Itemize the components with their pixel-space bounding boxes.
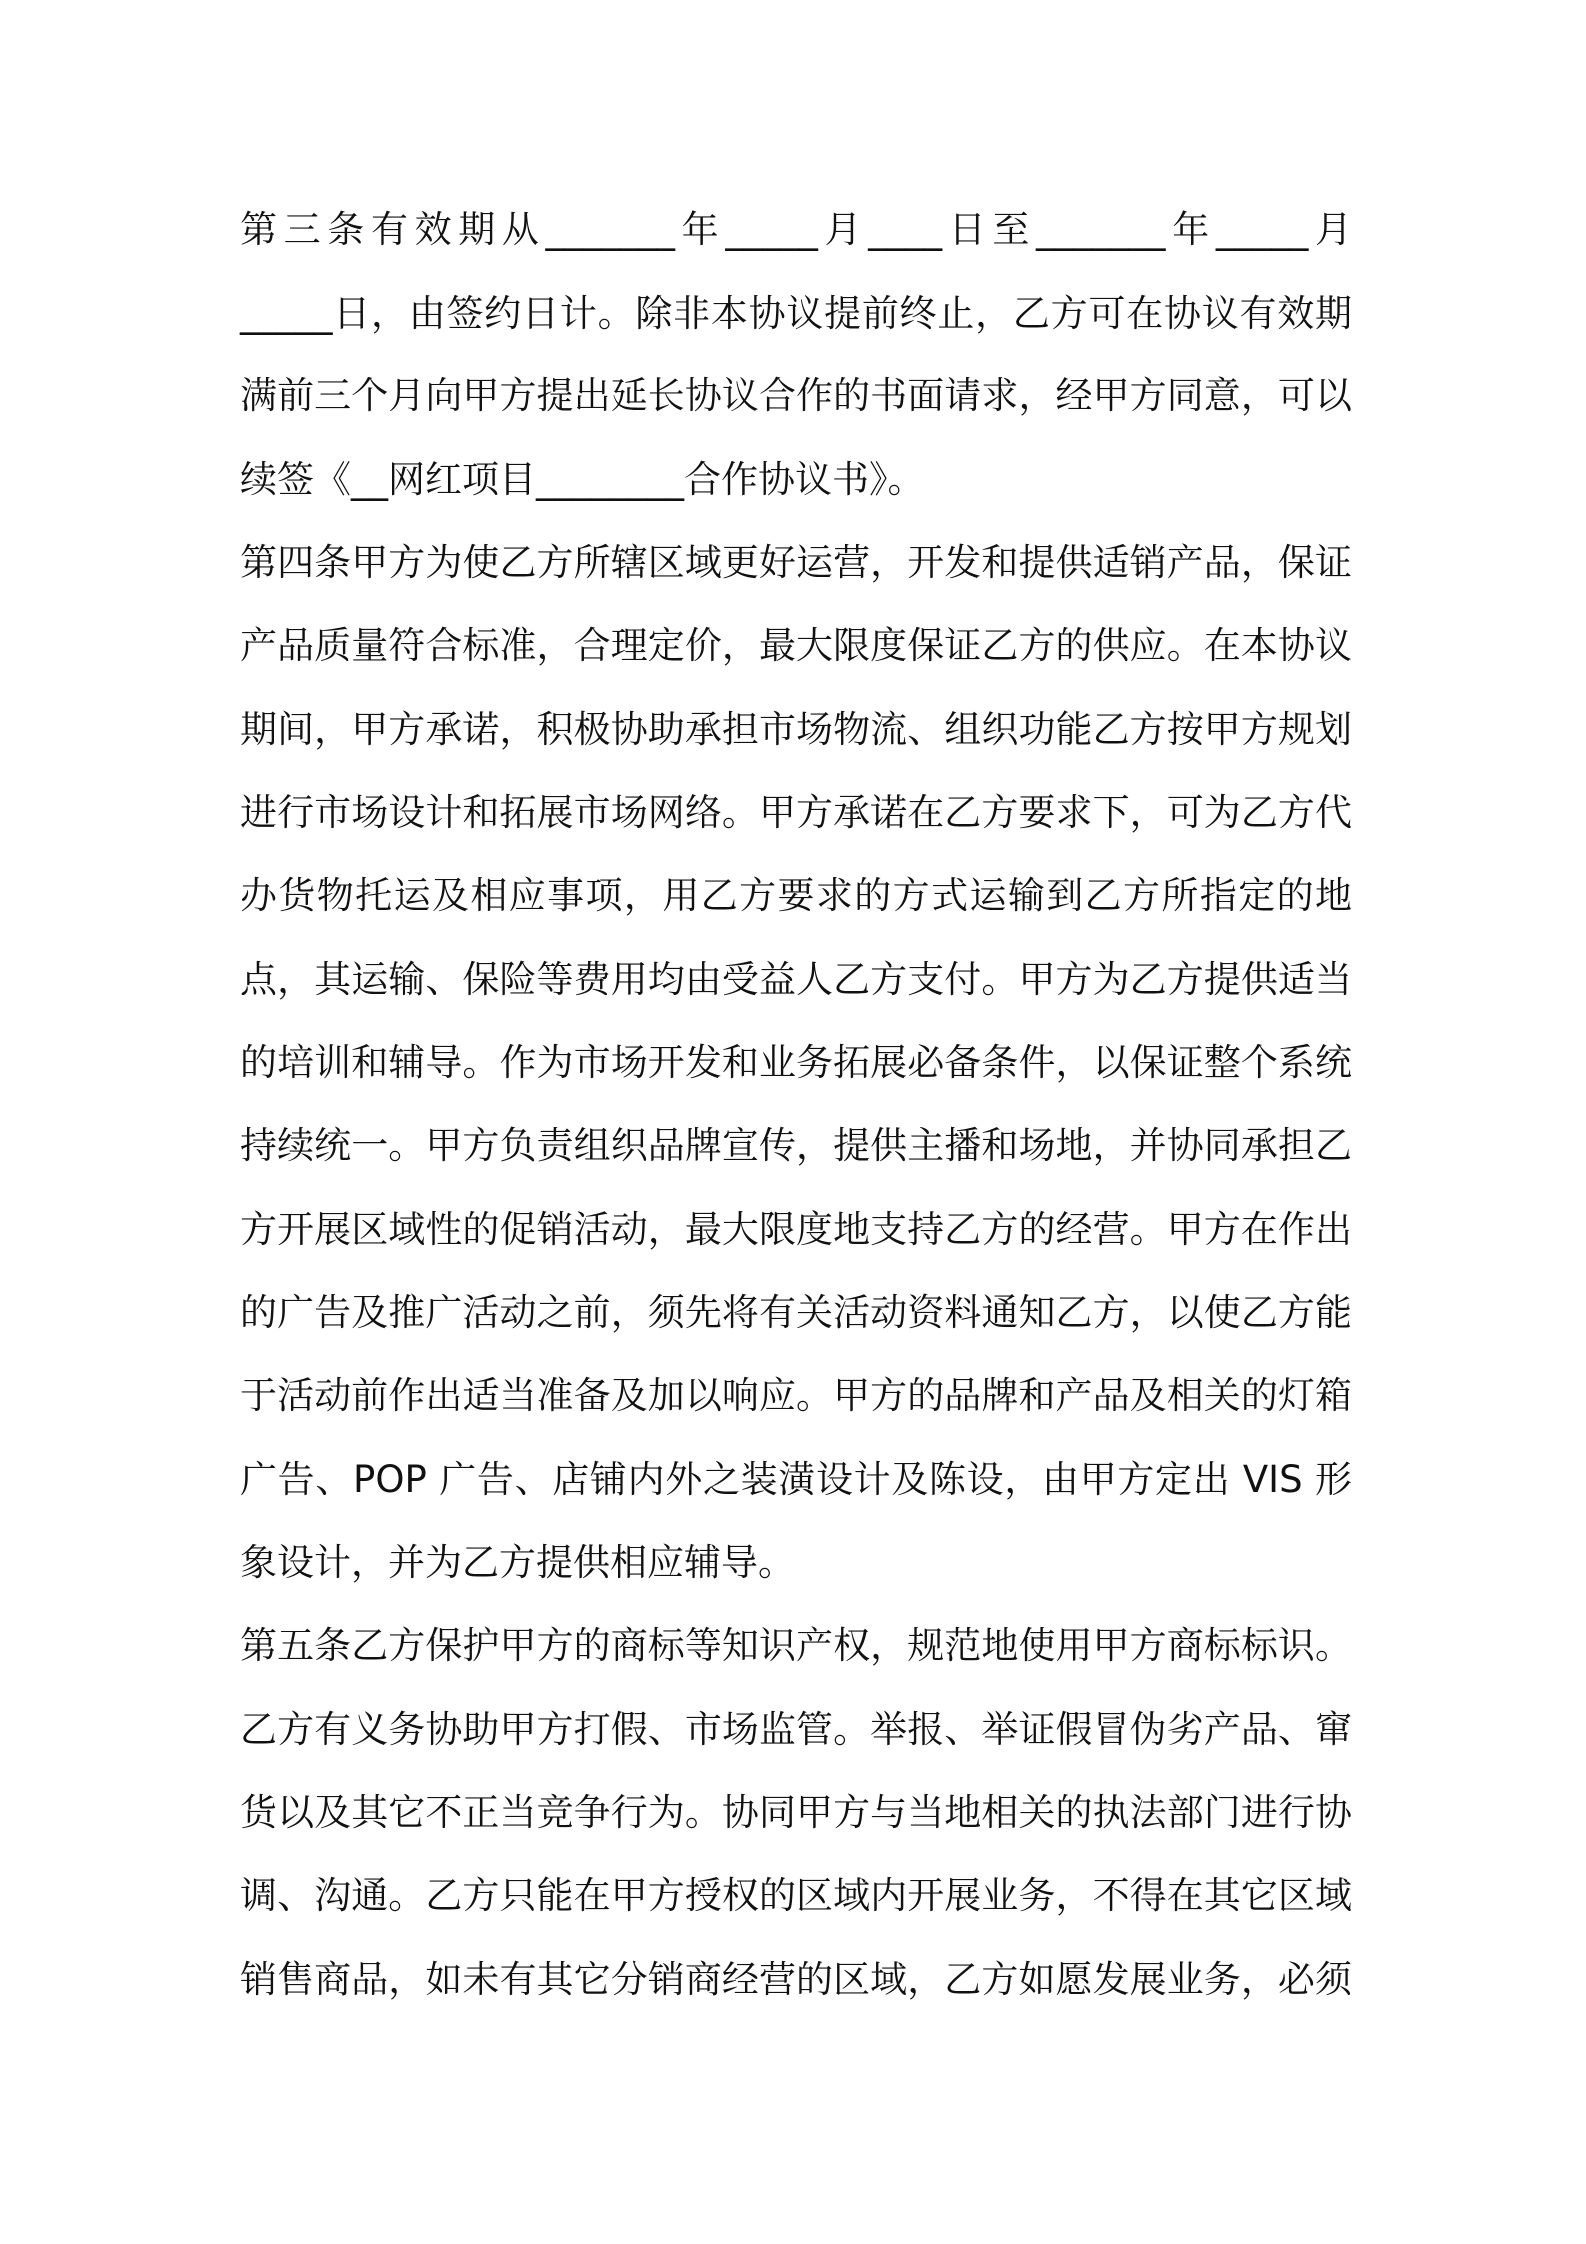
- article-3-line-4: 续签《__网红项目________合作协议书》。: [240, 458, 925, 501]
- article-4-line-8: 持续统一。甲方负责组织品牌宣传，提供主播和场地，并协同承担乙: [240, 1124, 1352, 1167]
- article-3-line-3: 满前三个月向甲方提出延长协议合作的书面请求，经甲方同意，可以: [240, 374, 1352, 417]
- article-4-line-9: 方开展区域性的促销活动，最大限度地支持乙方的经营。甲方在作出: [240, 1208, 1352, 1251]
- article-4-line-1: 第四条甲方为使乙方所辖区域更好运营，开发和提供适销产品，保证: [240, 541, 1352, 584]
- article-4-line-7: 的培训和辅导。作为市场开发和业务拓展必备条件，以保证整个系统: [240, 1041, 1352, 1084]
- article-5-line-3: 货以及其它不正当竞争行为。协同甲方与当地相关的执法部门进行协: [240, 1791, 1352, 1834]
- article-4-line-6: 点，其运输、保险等费用均由受益人乙方支付。甲方为乙方提供适当: [240, 958, 1352, 1001]
- article-3-line-2: _____日，由签约日计。除非本协议提前终止，乙方可在协议有效期: [240, 292, 1352, 335]
- article-5-line-4: 调、沟通。乙方只能在甲方授权的区域内开展业务，不得在其它区域: [240, 1874, 1352, 1917]
- article-4-line-13: 象设计，并为乙方提供相应辅导。: [240, 1541, 795, 1584]
- article-3-line-1: 第三条有效期从_______年_____月____日至_______年_____月: [240, 208, 1352, 251]
- article-5-line-5: 销售商品，如未有其它分销商经营的区域，乙方如愿发展业务，必须: [240, 1958, 1352, 2001]
- article-4-line-2: 产品质量符合标准，合理定价，最大限度保证乙方的供应。在本协议: [240, 624, 1352, 667]
- article-4-line-10: 的广告及推广活动之前，须先将有关活动资料通知乙方，以使乙方能: [240, 1291, 1352, 1334]
- article-4-line-11: 于活动前作出适当准备及加以响应。甲方的品牌和产品及相关的灯箱: [240, 1374, 1352, 1417]
- article-4-line-12: 广告、POP 广告、店铺内外之装潢设计及陈设，由甲方定出 VIS 形: [240, 1458, 1352, 1501]
- article-4-line-4: 进行市场设计和拓展市场网络。甲方承诺在乙方要求下，可为乙方代: [240, 791, 1352, 834]
- article-4-line-5: 办货物托运及相应事项，用乙方要求的方式运输到乙方所指定的地: [240, 874, 1352, 917]
- article-5-line-2: 乙方有义务协助甲方打假、市场监管。举报、举证假冒伪劣产品、窜: [240, 1708, 1352, 1751]
- article-4-line-3: 期间，甲方承诺，积极协助承担市场物流、组织功能乙方按甲方规划: [240, 708, 1352, 751]
- article-5-line-1: 第五条乙方保护甲方的商标等知识产权，规范地使用甲方商标标识。: [240, 1624, 1352, 1667]
